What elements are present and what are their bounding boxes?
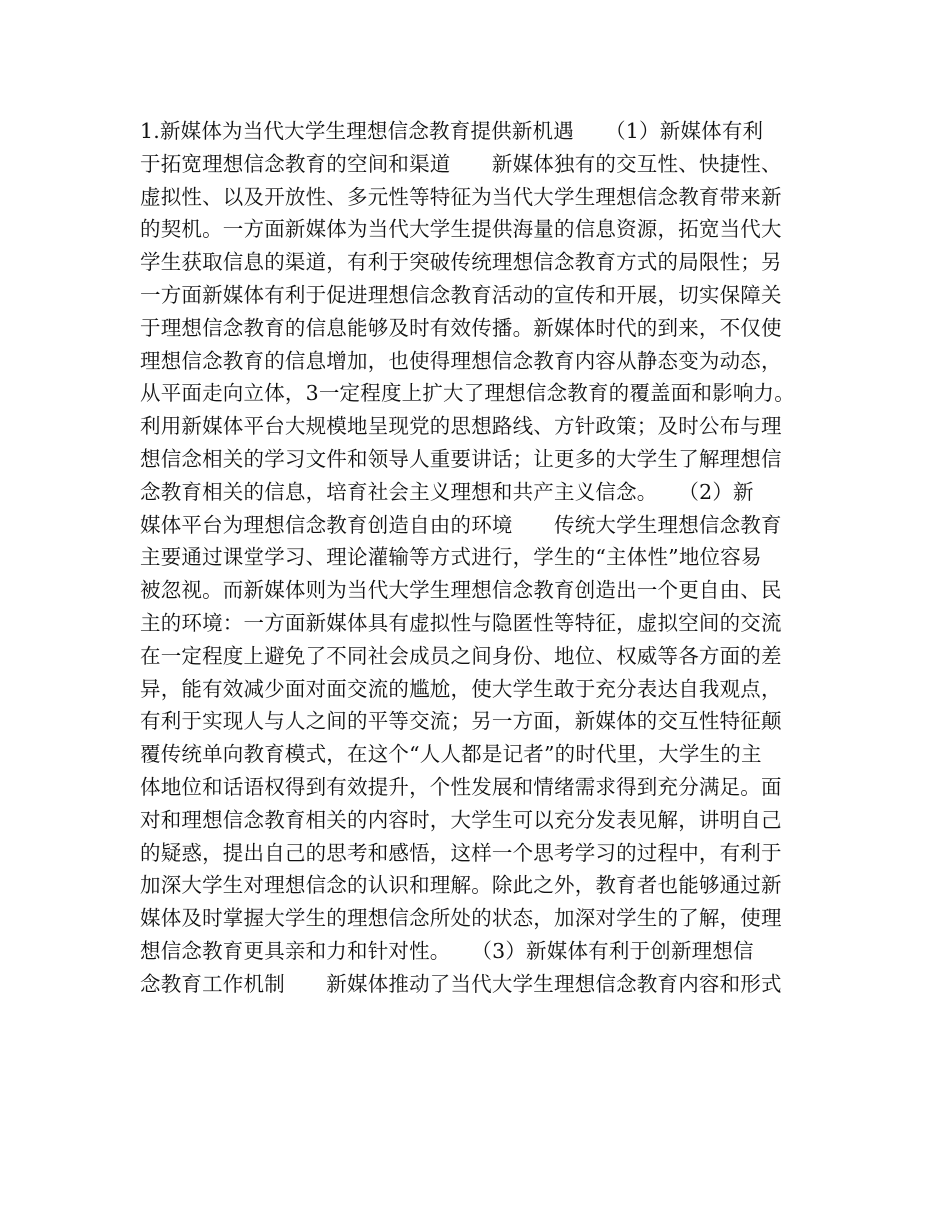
text-line: 覆传统单向教育模式，在这个“人人都是记者”的时代里，大学生的主 (140, 742, 762, 767)
text-line: 加深大学生对理想信念的认识和理解。除此之外，教育者也能够通过新 (140, 873, 782, 898)
text-line: 1.新媒体为当代大学生理想信念教育提供新机遇 （1）新媒体有利 (140, 119, 764, 143)
text-line: 的疑惑，提出自己的思考和感悟，这样一个思考学习的过程中，有利于 (140, 840, 782, 865)
text-line: 媒体及时掌握大学生的理想信念所处的状态，加深对学生的了解，使理 (140, 906, 782, 931)
text-line: 念教育工作机制 新媒体推动了当代大学生理想信念教育内容和形式 (140, 971, 782, 996)
text-line: 念教育相关的信息，培育社会主义理想和共产主义信念。 （2）新 (140, 479, 754, 504)
text-line: 想信念相关的学习文件和领导人重要讲话；让更多的大学生了解理想信 (140, 446, 782, 471)
text-line: 学生获取信息的渠道，有利于突破传统理想信念教育方式的局限性；另 (140, 250, 782, 275)
text-line: 于理想信念教育的信息能够及时有效传播。新媒体时代的到来，不仅使 (140, 315, 782, 340)
text-line: 体地位和话语权得到有效提升，个性发展和情绪需求得到充分满足。面 (140, 774, 782, 799)
text-line: 虚拟性、以及开放性、多元性等特征为当代大学生理想信念教育带来新 (140, 184, 782, 209)
text-line: 理想信念教育的信息增加，也使得理想信念教育内容从静态变为动态， (140, 348, 782, 373)
text-line: 利用新媒体平台大规模地呈现党的思想路线、方针政策；及时公布与理 (140, 414, 782, 439)
text-line: 从平面走向立体，3一定程度上扩大了理想信念教育的覆盖面和影响力。 (140, 381, 795, 406)
text-line: 主的环境：一方面新媒体具有虚拟性与隐匿性等特征，虚拟空间的交流 (140, 610, 782, 635)
text-line: 有利于实现人与人之间的平等交流；另一方面，新媒体的交互性特征颠 (140, 709, 782, 734)
text-line: 媒体平台为理想信念教育创造自由的环境 传统大学生理想信念教育 (140, 512, 782, 537)
text-line: 的契机。一方面新媒体为当代大学生提供海量的信息资源，拓宽当代大 (140, 217, 782, 242)
text-line: 主要通过课堂学习、理论灌输等方式进行，学生的“主体性”地位容易 (140, 545, 762, 570)
text-line: 在一定程度上避免了不同社会成员之间身份、地位、权威等各方面的差 (140, 643, 782, 668)
text-line: 一方面新媒体有利于促进理想信念教育活动的宣传和开展，切实保障关 (140, 282, 782, 307)
text-line: 异，能有效减少面对面交流的尴尬，使大学生敢于充分表达自我观点， (140, 676, 782, 701)
body-text (140, 115, 860, 1001)
text-line: 对和理想信念教育相关的内容时，大学生可以充分发表见解，讲明自己 (140, 807, 782, 832)
text-line: 想信念教育更具亲和力和针对性。 （3）新媒体有利于创新理想信 (140, 938, 754, 963)
text-line: 被忽视。而新媒体则为当代大学生理想信念教育创造出一个更自由、民 (140, 578, 782, 603)
text-line: 于拓宽理想信念教育的空间和渠道 新媒体独有的交互性、快捷性、 (140, 151, 782, 176)
